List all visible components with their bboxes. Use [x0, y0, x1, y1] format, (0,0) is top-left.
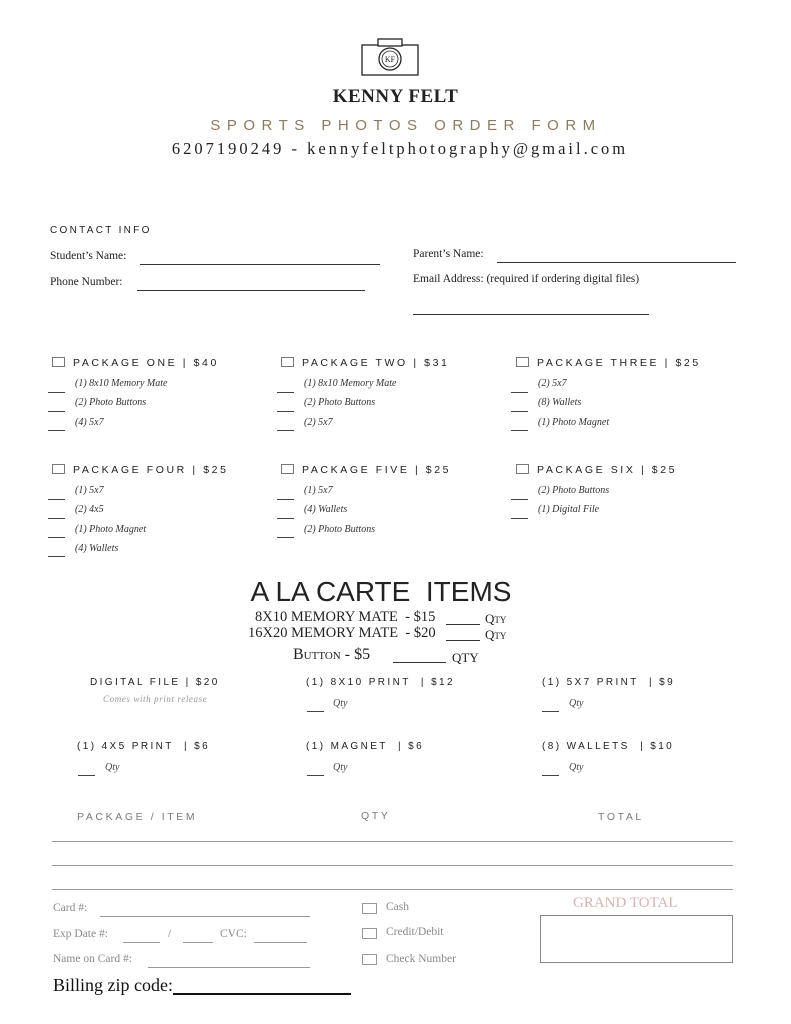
- print-8x10-qty-label: Qty: [333, 698, 348, 709]
- a-la-carte-title: A LA CARTE ITEMS: [250, 576, 512, 607]
- package-item: (4) Wallets: [304, 504, 348, 515]
- package-six-title: PACKAGE SIX | $25: [537, 464, 678, 476]
- credit-debit-label: Credit/Debit: [386, 926, 444, 938]
- package-item: (2) 5x7: [304, 417, 333, 428]
- student-name-field[interactable]: [140, 264, 380, 265]
- phone-number-label: Phone Number:: [50, 276, 123, 288]
- exp-year-field[interactable]: [183, 942, 213, 943]
- summary-row-line[interactable]: [52, 889, 733, 890]
- card-number-label: Card #:: [53, 902, 88, 914]
- memory-mate-16x20: 16X20 MEMORY MATE - $20: [248, 625, 436, 641]
- package-three-checkbox[interactable]: [516, 357, 529, 367]
- column-header-qty: QTY: [361, 810, 391, 822]
- memory-mate-8x10: 8X10 MEMORY MATE - $15: [255, 609, 436, 625]
- contact-line: 6207190249 - kennyfeltphotography@gmail.com: [171, 139, 629, 158]
- package-item-blank[interactable]: [277, 411, 294, 412]
- package-item-blank[interactable]: [48, 411, 65, 412]
- package-item: (2) Photo Buttons: [304, 397, 376, 408]
- package-six-checkbox[interactable]: [516, 464, 529, 474]
- exp-month-field[interactable]: [123, 942, 160, 943]
- check-number-label: Check Number: [386, 953, 456, 965]
- print-5x7-qty-field[interactable]: [542, 711, 559, 712]
- exp-date-label: Exp Date #:: [53, 928, 108, 940]
- parent-name-label: Parent’s Name:: [413, 248, 484, 260]
- print-8x10-title: (1) 8X10 PRINT | $12: [306, 677, 455, 688]
- package-item-blank[interactable]: [277, 518, 294, 519]
- email-field[interactable]: [413, 314, 649, 315]
- package-item: (2) 5x7: [538, 378, 567, 389]
- package-one-checkbox[interactable]: [52, 357, 65, 367]
- package-item: (2) Photo Buttons: [75, 397, 147, 408]
- package-item: (1) 8x10 Memory Mate: [75, 378, 168, 389]
- package-item-blank[interactable]: [511, 411, 528, 412]
- package-item-blank[interactable]: [277, 537, 294, 538]
- memory-mate-16x20-qty-field[interactable]: [446, 640, 480, 641]
- contact-info-heading: CONTACT INFO: [50, 225, 152, 236]
- package-item-blank[interactable]: [277, 430, 294, 431]
- package-item-blank[interactable]: [511, 430, 528, 431]
- package-item: (1) Photo Magnet: [75, 524, 147, 535]
- billing-zip-label: Billing zip code:: [53, 975, 173, 995]
- package-five-checkbox[interactable]: [281, 464, 294, 474]
- student-name-label: Student’s Name:: [50, 250, 127, 262]
- button-qty-label: QTY: [452, 650, 479, 665]
- logo-monogram: KF: [384, 55, 396, 64]
- memory-mate-16x20-qty-label: Qty: [485, 627, 507, 642]
- check-number-checkbox[interactable]: [362, 954, 377, 965]
- print-4x5-qty-label: Qty: [105, 762, 120, 773]
- package-item: (1) 8x10 Memory Mate: [304, 378, 397, 389]
- digital-file-title: DIGITAL FILE | $20: [90, 677, 220, 688]
- exp-date-slash: /: [168, 928, 172, 940]
- package-item-blank[interactable]: [48, 499, 65, 500]
- phone-number-field[interactable]: [137, 290, 365, 291]
- package-item: (1) Digital File: [538, 504, 600, 515]
- package-item: (2) Photo Buttons: [538, 485, 610, 496]
- package-two-title: PACKAGE TWO | $31: [302, 357, 450, 369]
- memory-mate-8x10-qty-field[interactable]: [446, 624, 480, 625]
- package-item-blank[interactable]: [511, 392, 528, 393]
- wallets-qty-label: Qty: [569, 762, 584, 773]
- grand-total-box[interactable]: [540, 915, 733, 963]
- magnet-qty-field[interactable]: [307, 775, 324, 776]
- cash-checkbox[interactable]: [362, 903, 377, 914]
- package-item-blank[interactable]: [48, 392, 65, 393]
- package-item-blank[interactable]: [48, 518, 65, 519]
- package-two-checkbox[interactable]: [281, 357, 294, 367]
- package-item-blank[interactable]: [511, 499, 528, 500]
- memory-mate-8x10-qty-label: Qty: [485, 611, 507, 626]
- wallets-qty-field[interactable]: [542, 775, 559, 776]
- button-item-label: Button - $5: [293, 646, 371, 663]
- package-item-blank[interactable]: [48, 430, 65, 431]
- package-five-title: PACKAGE FIVE | $25: [302, 464, 452, 476]
- print-5x7-title: (1) 5X7 PRINT | $9: [542, 677, 676, 688]
- package-item-blank[interactable]: [48, 556, 65, 557]
- brand-name: KENNY FELT: [332, 86, 459, 107]
- print-4x5-title: (1) 4X5 PRINT | $6: [77, 741, 211, 752]
- package-item-blank[interactable]: [277, 392, 294, 393]
- email-label: Email Address: (required if ordering digital files): [413, 273, 640, 285]
- package-item: (1) 5x7: [304, 485, 333, 496]
- name-on-card-field[interactable]: [148, 967, 310, 968]
- package-item: (1) Photo Magnet: [538, 417, 610, 428]
- billing-zip-field[interactable]: [173, 993, 351, 995]
- camera-logo-icon: [360, 38, 420, 78]
- wallets-title: (8) WALLETS | $10: [542, 741, 675, 752]
- print-5x7-qty-label: Qty: [569, 698, 584, 709]
- digital-file-note: Comes with print release: [103, 694, 208, 704]
- package-three-title: PACKAGE THREE | $25: [537, 357, 701, 369]
- package-item: (4) 5x7: [75, 417, 104, 428]
- name-on-card-label: Name on Card #:: [53, 953, 132, 965]
- parent-name-field[interactable]: [497, 262, 736, 263]
- package-four-checkbox[interactable]: [52, 464, 65, 474]
- magnet-qty-label: Qty: [333, 762, 348, 773]
- package-item-blank[interactable]: [511, 518, 528, 519]
- package-item: (8) Wallets: [538, 397, 582, 408]
- package-item-blank[interactable]: [277, 499, 294, 500]
- cvc-field[interactable]: [254, 942, 307, 943]
- summary-row-line[interactable]: [52, 865, 733, 866]
- package-item-blank[interactable]: [48, 537, 65, 538]
- package-one-title: PACKAGE ONE | $40: [73, 357, 219, 369]
- grand-total-label: GRAND TOTAL: [573, 895, 678, 911]
- package-item: (2) 4x5: [75, 504, 104, 515]
- form-subtitle: SPORTS PHOTOS ORDER FORM: [210, 117, 602, 134]
- print-4x5-qty-field[interactable]: [78, 775, 95, 776]
- credit-debit-checkbox[interactable]: [362, 928, 377, 939]
- package-item: (4) Wallets: [75, 543, 119, 554]
- package-item: (2) Photo Buttons: [304, 524, 376, 535]
- package-four-title: PACKAGE FOUR | $25: [73, 464, 229, 476]
- cvc-label: CVC:: [220, 928, 247, 940]
- cash-label: Cash: [386, 901, 409, 913]
- button-qty-field[interactable]: [393, 662, 446, 663]
- magnet-title: (1) MAGNET | $6: [306, 741, 425, 752]
- card-number-field[interactable]: [100, 916, 310, 917]
- print-8x10-qty-field[interactable]: [307, 711, 324, 712]
- column-header-item: PACKAGE / ITEM: [77, 811, 198, 823]
- summary-row-line[interactable]: [52, 841, 733, 842]
- package-item: (1) 5x7: [75, 485, 104, 496]
- column-header-total: TOTAL: [598, 811, 644, 823]
